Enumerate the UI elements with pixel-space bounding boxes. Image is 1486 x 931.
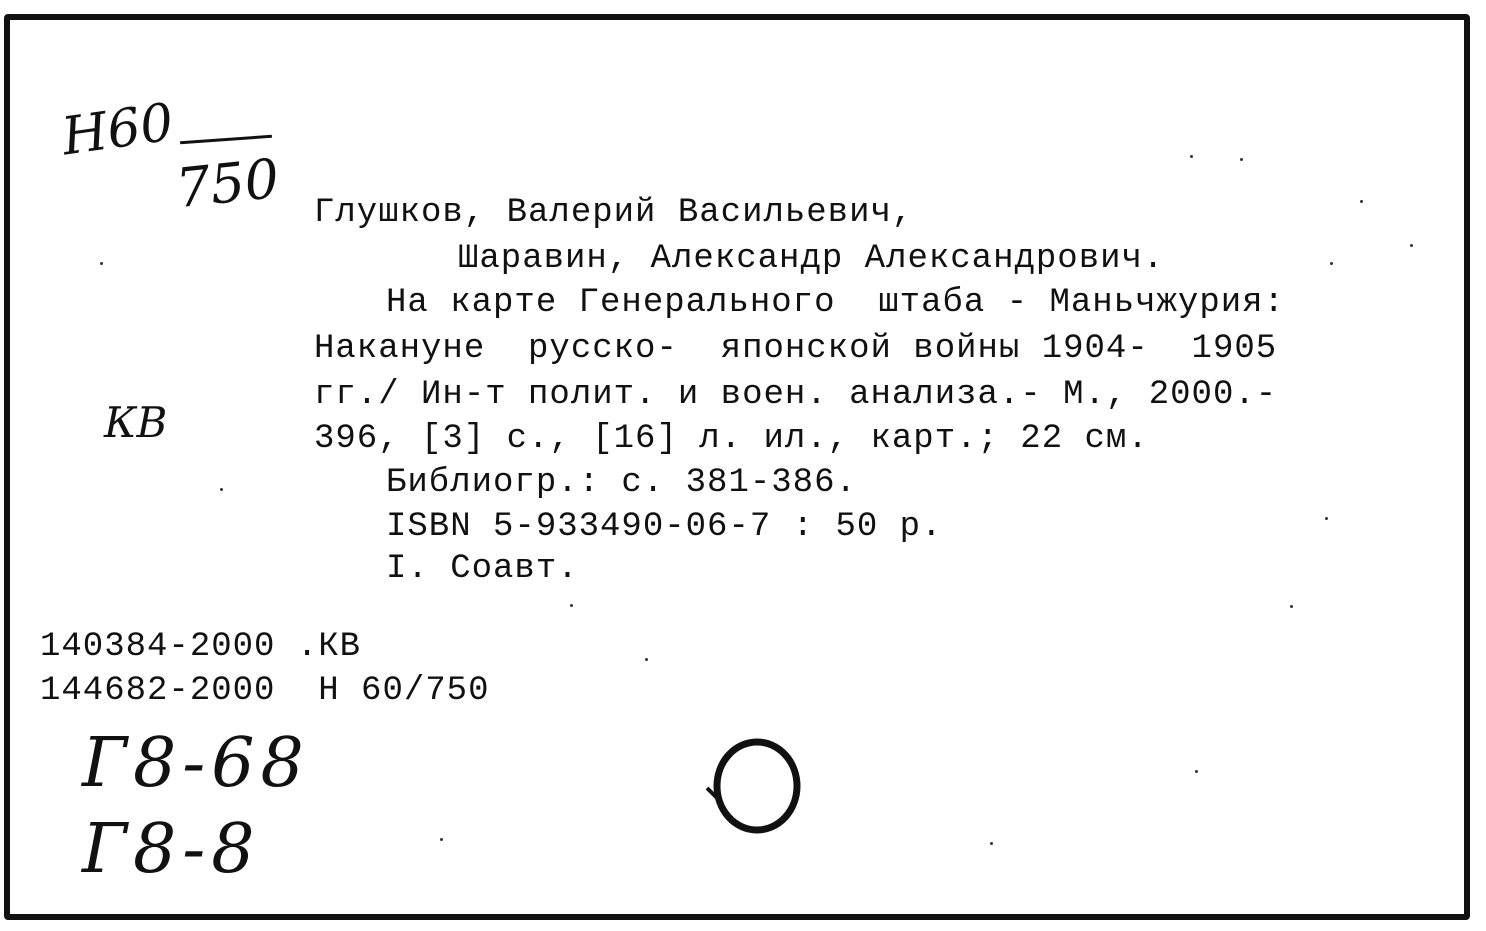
- speck: [1240, 158, 1243, 161]
- inventory-line-1: 140384-2000 .КВ: [40, 628, 362, 666]
- speck: [990, 842, 993, 845]
- speck: [100, 262, 103, 265]
- speck: [1325, 517, 1328, 520]
- coauthor-note: I. Соавт.: [386, 550, 579, 588]
- handwritten-shelfmark-bottom: 750: [172, 146, 283, 221]
- author-line: Глушков, Валерий Васильевич,: [314, 194, 914, 232]
- speck: [1360, 200, 1363, 203]
- speck: [645, 658, 648, 661]
- handwritten-left-mark: КВ: [104, 398, 168, 447]
- speck: [1195, 770, 1198, 773]
- title-line-4: 396, [3] с., [16] л. ил., карт.; 22 см.: [314, 420, 1149, 458]
- punch-hole-circle: [705, 736, 805, 836]
- coauthor-line: Шаравин, Александр Александрович.: [458, 240, 1165, 278]
- speck: [570, 604, 573, 607]
- title-line-1: На карте Генерального штаба - Маньчжурия:: [386, 284, 1285, 322]
- speck: [1290, 605, 1293, 608]
- handwritten-mark-line-1: Г8-68: [82, 724, 310, 803]
- title-line-2: Накануне русско- японской войны 1904- 1905: [314, 330, 1278, 368]
- bibliography-note: Библиогр.: с. 381-386.: [386, 464, 857, 502]
- handwritten-mark-line-2: Г8-8: [82, 810, 261, 889]
- speck: [1330, 262, 1333, 265]
- isbn-line: ISBN 5-933490-06-7 : 50 р.: [386, 508, 943, 546]
- inventory-line-2: 144682-2000 Н 60/750: [40, 672, 490, 710]
- speck: [440, 838, 443, 841]
- title-line-3: гг./ Ин-т полит. и воен. анализа.- М., 2000.-: [314, 376, 1278, 414]
- speck: [220, 488, 223, 491]
- speck: [1190, 155, 1193, 158]
- handwritten-shelfmark-top: Н60: [58, 92, 178, 168]
- speck: [1410, 244, 1413, 247]
